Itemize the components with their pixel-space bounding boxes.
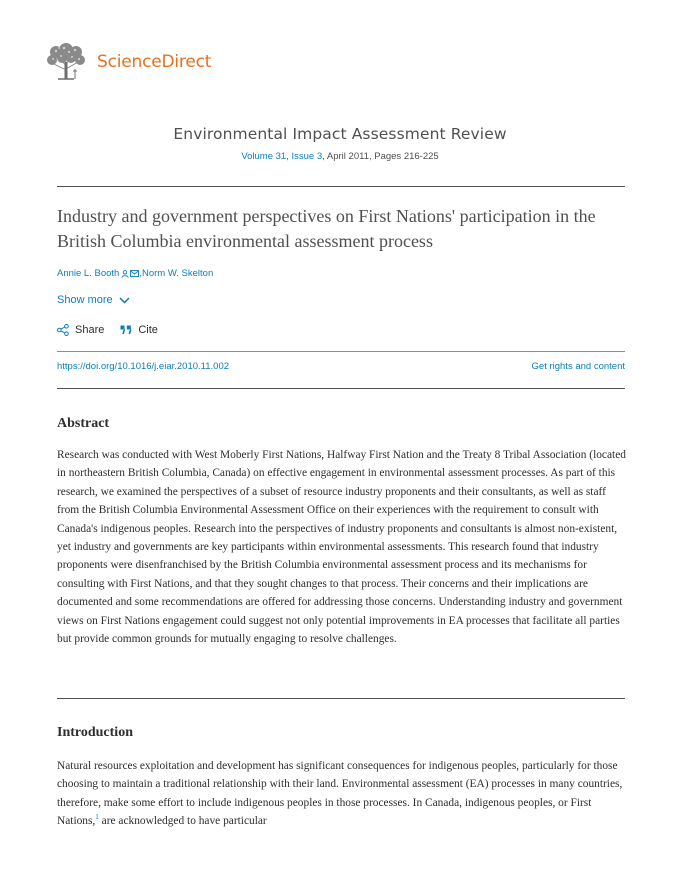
abstract-text: Research was conducted with West Moberly First Nations, Halfway First Nation and the Treaty 8 Tribal Association (located in northeastern British Columbia, Canada) on effective engagement in environmental assessment processes. As part of this research, we examined the perspectives of a subset of resource industry proponents and their consultants, as well as staff from the British Columbia Environmental Assessment Office on their experiences with the requirement to consult with Canada's indigenous peoples. Research into the perspectives of industry proponents and consultants is almost non-existent, yet industry and governments are key participants within environmental assessments. This research found that industry proponents were disenfranchised by the British Columbia environmental assessment process and its mechanisms for consulting with First Nations, and that they sought changes to that process. Their concerns and their implications are documented and some recommendations are offered for addressing those concerns. Understanding industry and government views on First Nations engagement could suggest not only potential improvements in EA processes that facilitate all parties but provide common grounds for mutually engaging to resolve challenges. xyxy=(57,449,626,646)
author-list xyxy=(57,268,213,279)
divider-doi-bottom xyxy=(57,388,625,389)
share-button[interactable] xyxy=(57,324,104,336)
volume-separator: , xyxy=(286,151,292,162)
doi-link[interactable]: https://doi.org/10.1016/j.eiar.2010.11.002 xyxy=(57,361,230,372)
publication-date-pages: , April 2011, Pages 216-225 xyxy=(322,151,439,162)
divider-abstract-bottom xyxy=(57,698,625,699)
divider-top xyxy=(57,186,625,187)
journal-title[interactable]: Environmental Impact Assessment Review xyxy=(173,125,507,143)
author-link[interactable]: Norm W. Skelton xyxy=(141,268,214,279)
rights-link[interactable]: Get rights and content xyxy=(531,361,625,372)
share-icon xyxy=(57,324,69,336)
author-link[interactable]: Annie L. Booth xyxy=(57,268,120,279)
site-header xyxy=(44,42,211,82)
article-actions xyxy=(57,324,158,336)
introduction-text xyxy=(57,757,627,831)
cite-button[interactable] xyxy=(120,324,158,336)
footnote-link[interactable]: 1 xyxy=(95,813,99,822)
introduction-text-end: are acknowledged to have particular xyxy=(98,815,267,828)
share-label: Share xyxy=(75,324,105,336)
cite-label: Cite xyxy=(138,324,158,336)
article-title: Industry and government perspectives on First Nations' participation in the British Columbia environmental assessment process xyxy=(57,206,596,251)
elsevier-tree-icon[interactable] xyxy=(44,42,88,82)
volume-link[interactable]: Volume 31 xyxy=(241,151,287,162)
issue-link[interactable]: Issue 3 xyxy=(291,151,323,162)
author-separator: , xyxy=(139,268,142,279)
introduction-text-start: Natural resources exploitation and development has significant consequences for indigenous peoples, particularly for those choosing to maintain a traditional relationship with their land. Environmental assessment (EA) processes in many countries, therefore, make some effort to include indigenous peoples in those processes. In Canada, indigenous peoples, or First Nations, xyxy=(57,760,623,828)
brand-name[interactable]: ScienceDirect xyxy=(97,52,212,72)
volume-issue-line xyxy=(0,151,680,162)
person-icon[interactable] xyxy=(121,270,129,278)
quote-icon xyxy=(120,325,132,335)
show-more-label: Show more xyxy=(57,294,113,306)
chevron-down-icon xyxy=(119,297,130,304)
introduction-heading: Introduction xyxy=(57,725,133,740)
show-more-button[interactable] xyxy=(57,294,130,306)
divider-doi-top xyxy=(57,351,625,352)
abstract-heading: Abstract xyxy=(57,416,110,431)
email-icon[interactable] xyxy=(130,270,139,277)
